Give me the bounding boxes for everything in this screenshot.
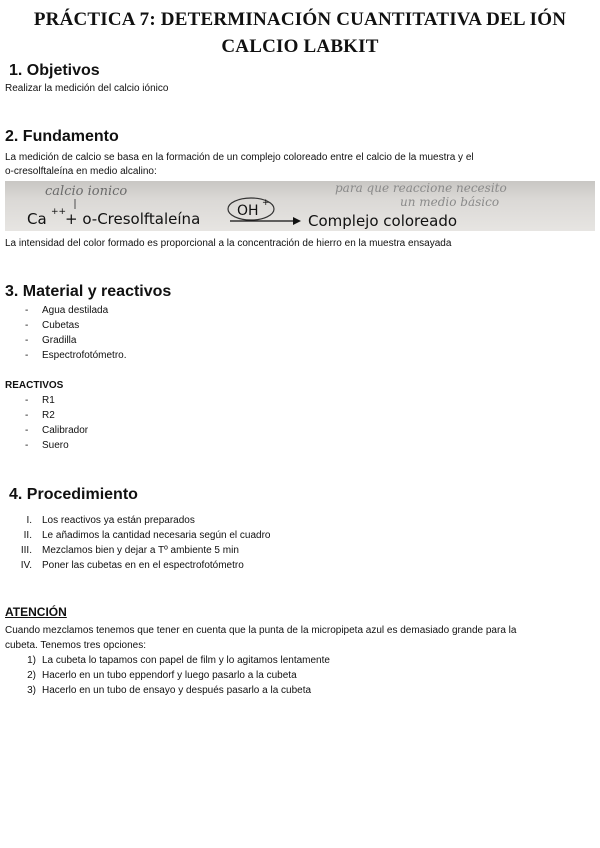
procedimiento-list [20,513,271,573]
atencion-options-list [27,653,330,698]
list-item: - Suero [25,440,69,451]
reaction-product: Complejo coloreado [308,212,458,230]
list-dash: - [25,410,29,421]
list-dash: - [25,395,29,406]
title-line-2: CALCIO LABKIT [221,36,379,57]
section-heading-material: 3. Material y reactivos [5,283,172,300]
list-item: - Cubetas [25,320,80,331]
reaction-catalyst: OH [237,203,259,219]
list-dash: - [25,425,29,436]
atencion-line-2: cubeta. Tenemos tres opciones: [5,640,147,651]
list-item: I. Los reactivos ya están preparados [26,515,195,526]
list-dash: - [25,305,29,316]
handwriting-right-2: un medio básico [400,195,500,209]
list-item: - Agua destilada [25,305,109,316]
reactivos-label: REACTIVOS [5,380,64,391]
reaction-ion-charge: ++ [51,207,67,217]
reaction-photo [5,181,595,231]
reaction-catalyst-charge: + [262,198,270,208]
handwriting-left: calcio ionico [45,184,128,199]
list-item: IV. Poner las cubetas en en el espectrofotómetro [20,560,244,571]
fundamento-after: La intensidad del color formado es proporcional a la concentración de hierro en la muestra ensayada [5,238,452,249]
section-heading-procedimiento: 4. Procedimiento [9,486,138,503]
list-dash: - [25,320,29,331]
atencion-line-1: Cuando mezclamos tenemos que tener en cuenta que la punta de la micropipeta azul es demasiado grande para la [5,625,517,636]
fundamento-line-1: La medición de calcio se basa en la formación de un complejo coloreado entre el calcio de la muestra y el [5,152,474,163]
list-item: 2) Hacerlo en un tubo eppendorf y luego pasarlo a la cubeta [27,670,297,681]
list-dash: - [25,350,29,361]
reaction-ion: Ca [27,210,47,228]
material-list [25,303,127,363]
title-line-1: PRÁCTICA 7: DETERMINACIÓN CUANTITATIVA DEL IÓN [33,9,567,30]
list-item: - R2 [25,410,55,421]
handwriting-right-1: para que reaccione necesito [335,181,507,195]
list-item: - Espectrofotómetro. [25,350,127,361]
list-item: III. Mezclamos bien y dejar a Tº ambiente 5 min [20,545,239,556]
list-item: 1) La cubeta lo tapamos con papel de film y lo agitamos lentamente [27,655,330,666]
list-item: - Gradilla [25,335,77,346]
list-item: - R1 [25,395,55,406]
reactivos-list [25,393,89,453]
list-dash: - [25,335,29,346]
list-dash: - [25,440,29,451]
list-item: II. Le añadimos la cantidad necesaria según el cuadro [23,530,271,541]
objetivos-text: Realizar la medición del calcio iónico [5,83,169,94]
atencion-heading: ATENCIÓN [5,605,67,619]
section-heading-fundamento: 2. Fundamento [5,128,119,145]
document-title [0,6,600,60]
list-item: 3) Hacerlo en un tubo de ensayo y después pasarlo a la cubeta [27,685,312,696]
list-item: - Calibrador [25,425,89,436]
section-heading-objetivos: 1. Objetivos [9,62,100,79]
reaction-reagent: + o-Cresolftaleína [65,210,201,228]
fundamento-line-2: o-cresolftaleína en medio alcalino: [5,166,157,177]
